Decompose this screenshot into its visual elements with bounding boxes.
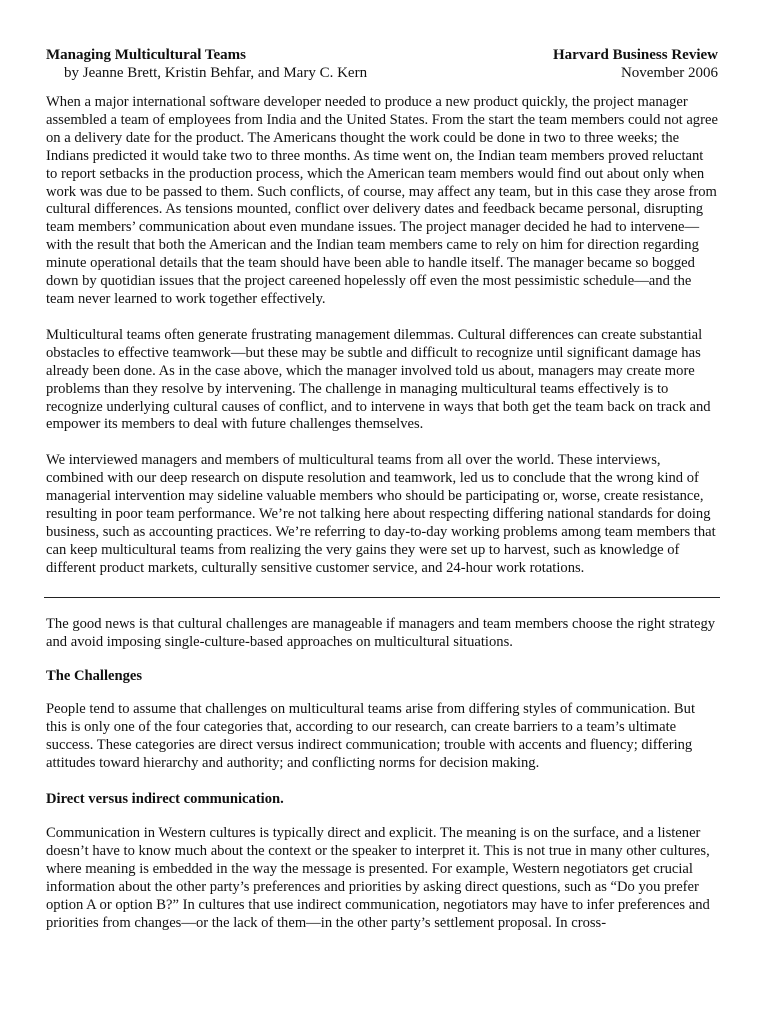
paragraph-direct-communication: Communication in Western cultures is typically direct and explicit. The meaning is on the surface, and a listener doesn’t have to know much about the context or the speaker to interpret it. This is not true in many other cultures, where meaning is embedded in the way the message is presented. For example, Western negotiators get crucial information about the other party’s preferences and priorities by asking direct questions, such as “Do you prefer option A or option B?” In cultures that use indirect communication, negotiators may have to infer preferences and priorities from changes—or the lack of them—in the other party’s settlement proposal. In cross-: [46, 825, 710, 931]
publication-date: November 2006: [620, 65, 718, 81]
author-byline: by Jeanne Brett, Kristin Behfar, and Mary C. Kern: [64, 65, 368, 81]
paragraph-dilemmas: Multicultural teams often generate frustrating management dilemmas. Cultural differences can create substantial obstacles to effective teamwork—but these may be subtle and difficult to recognize until significant damage has already been done. As in the case above, which the manager involved told us about, managers may create more problems than they resolve by intervening. The challenge in managing multicultural teams effectively is to recognize underlying cultural causes of conflict, and to intervene in ways that both get the team back on track and empower its members to deal with future challenges themselves.: [46, 326, 711, 433]
header-bottom-row: [46, 64, 718, 82]
heading-direct-communication: Direct versus indirect communication.: [46, 791, 284, 808]
paragraph-intro: When a major international software developer needed to produce a new product quickly, the project manager assembled a team of employees from India and the United States. From the start the team members could not agree on a delivery date for the product. The Americans thought the work could be done in two to three weeks; the Indians predicted it would take two to three months. As time went on, the Indian team members proved reluctant to report setbacks in the production process, which the American team members would find out about only when work was due to be passed to them. Such conflicts, of course, may affect any team, but in this case they arose from cultural differences. As tensions mounted, conflict over delivery dates and feedback became personal, disrupting team members’ communication about even mundane issues. The project manager decided he had to intervene—with the result that both the American and the Indian team members came to rely on him for direction regarding minute operational details that the team should have been able to handle itself. The manager became so bogged down by quotidian issues that the project careened hopelessly off even the most pessimistic schedule—and the team never learned to work together effectively.: [46, 94, 718, 307]
header-top-row: [46, 46, 718, 64]
publication-name: Harvard Business Review: [553, 47, 718, 63]
document-page: [46, 46, 718, 933]
article-title: Managing Multicultural Teams: [46, 47, 247, 63]
paragraph-good-news: The good news is that cultural challenges are manageable if managers and team members choose the right strategy and avoid imposing single-culture-based approaches on multicultural situations.: [46, 615, 716, 650]
paragraph-interviews: We interviewed managers and members of multicultural teams from all over the world. These interviews, combined with our deep research on dispute resolution and teamwork, led us to conclude that the wrong kind of managerial intervention may sideline valuable members who should be participating or, worse, create resistance, resulting in poor team performance. We’re not talking here about respecting differing national standards for doing business, such as accounting practices. We’re referring to day-to-day working problems among team members that can keep multicultural teams from realizing the very gains they were set up to harvest, such as knowledge of different product markets, culturally sensitive customer service, and 24-hour work rotations.: [46, 452, 716, 576]
paragraph-challenges: People tend to assume that challenges on multicultural teams arise from differing styles of communication. But this is only one of the four categories that, according to our research, can create barriers to a team’s ultimate success. These categories are direct versus indirect communication; trouble with accents and fluency; differing attitudes toward hierarchy and authority; and conflicting norms for decision making.: [46, 701, 696, 772]
section-divider: [44, 597, 720, 598]
heading-challenges: The Challenges: [46, 668, 143, 685]
